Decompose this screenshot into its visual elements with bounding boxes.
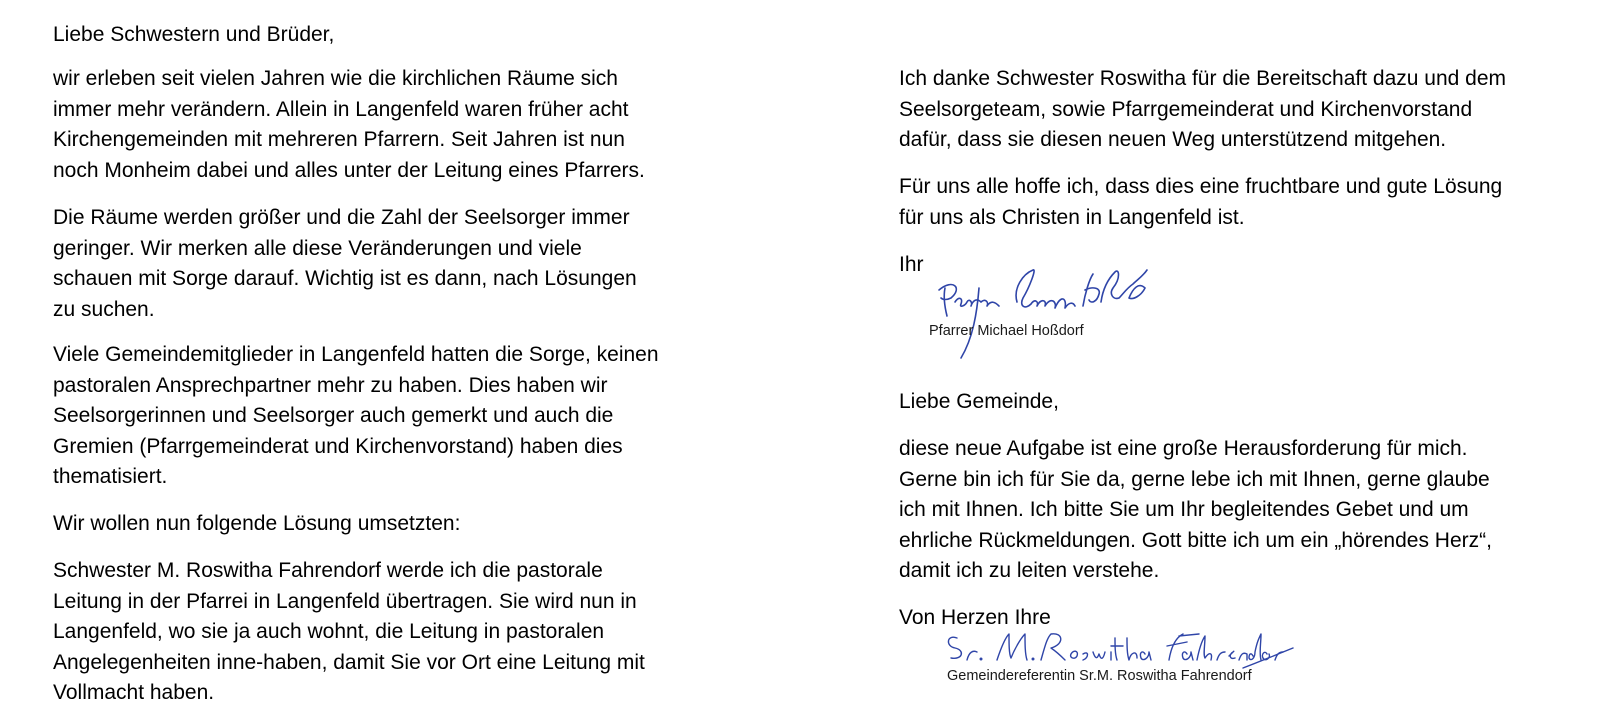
closing: Von Herzen Ihre <box>899 606 1051 629</box>
paragraph: Schwester M. Roswitha Fahrendorf werde ich die pastorale Leitung in der Pfarrei in Langenfeld übertragen. Sie wird nun in Langenfeld, wo sie ja auch wohnt, die Leitung in pastoralen Angelegenheiten inne-haben, damit Sie vor Ort eine Leitung mit Vollmacht haben. <box>53 559 645 704</box>
salutation: Liebe Gemeinde, <box>899 390 1059 413</box>
paragraph: Ich danke Schwester Roswitha für die Bereitschaft dazu und dem Seelsorgeteam, sowie Pfarrgemeinderat und Kirchenvorstand dafür, dass sie diesen neuen Weg unterstützend mitgehen. <box>899 67 1506 151</box>
signature-caption: Gemeindereferentin Sr.M. Roswitha Fahrendorf <box>947 668 1252 684</box>
handwritten-signature <box>933 258 1193 368</box>
paragraph: Die Räume werden größer und die Zahl der Seelsorger immer geringer. Wir merken alle diese Veränderungen und viele schauen mit Sorge darauf. Wichtig ist es dann, nach Lösungen zu suchen. <box>53 206 637 321</box>
paragraph: Viele Gemeindemitglieder in Langenfeld hatten die Sorge, keinen pastoralen Ansprechpartner mehr zu haben. Dies haben wir Seelsorgerinnen und Seelsorger auch gemerkt und auch die Gremien (Pfarrgemeinderat und Kirchenvorstand) haben dies thematisiert. <box>53 343 659 488</box>
signature-caption: Pfarrer Michael Hoßdorf <box>929 323 1084 339</box>
paragraph: Wir wollen nun folgende Lösung umsetzten: <box>53 512 461 535</box>
paragraph: Für uns alle hoffe ich, dass dies eine fruchtbare und gute Lösung für uns als Christen in Langenfeld ist. <box>899 175 1503 229</box>
closing: Ihr <box>899 253 924 276</box>
paragraph: wir erleben seit vielen Jahren wie die kirchlichen Räume sich immer mehr verändern. Allein in Langenfeld waren früher acht Kirchengemeinden mit mehreren Pfarrern. Seit Jahren ist nun noch Monheim dabei und alles unter der Leitung eines Pfarrers. <box>53 67 645 182</box>
salutation: Liebe Schwestern und Brüder, <box>53 23 335 46</box>
signature-block <box>899 624 1319 724</box>
signature-block <box>899 258 1179 368</box>
handwritten-signature <box>943 624 1303 674</box>
paragraph: diese neue Aufgabe ist eine große Herausforderung für mich. Gerne bin ich für Sie da, gerne lebe ich mit Ihnen, gerne glaube ich mit Ihnen. Ich bitte Sie um Ihr begleitendes Gebet und um ehrliche Rückmeldungen. Gott bitte ich um ein „hörendes Herz“, damit ich zu leiten verstehe. <box>899 437 1492 582</box>
